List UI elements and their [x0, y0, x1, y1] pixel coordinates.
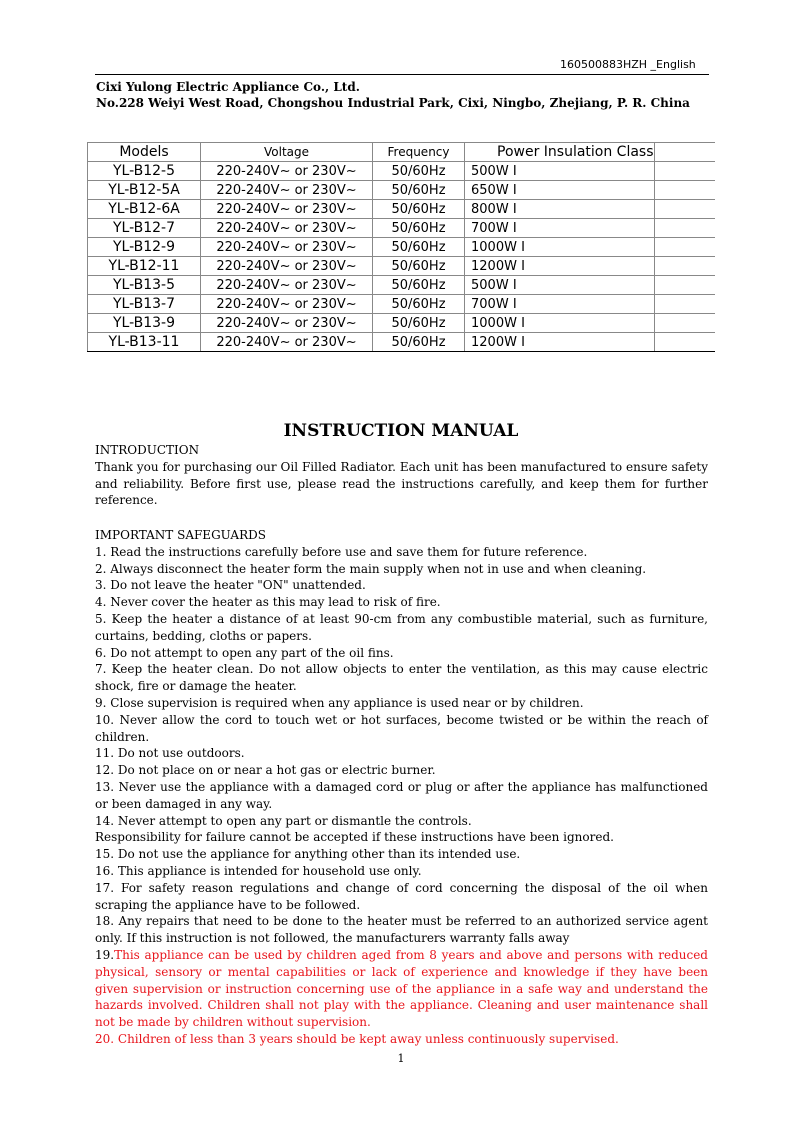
cell-empty — [654, 200, 715, 219]
safeguard-item: Responsibility for failure cannot be accepted if these instructions have been ignored. — [95, 830, 614, 845]
insulation-value: I — [521, 239, 525, 255]
spec-table-row — [88, 257, 716, 276]
header-empty — [654, 143, 715, 162]
cell-power — [465, 257, 655, 276]
frequency-value: 50/60Hz — [391, 277, 446, 293]
cell-power — [465, 162, 655, 181]
insulation-value: I — [512, 277, 517, 293]
cell-empty — [654, 314, 715, 333]
cell-frequency — [373, 181, 465, 200]
cell-voltage — [201, 276, 373, 295]
safeguard-item: 7. Keep the heater clean. Do not allow objects to enter the ventilation, as this may cause electric shock, fire or damage the heater. — [95, 662, 708, 694]
frequency-value: 50/60Hz — [391, 163, 446, 179]
cell-model — [88, 200, 201, 219]
cell-empty — [654, 333, 715, 352]
safeguards-heading: IMPORTANT SAFEGUARDS — [95, 528, 266, 542]
safeguard-item: 1. Read the instructions carefully before use and save them for future reference. — [95, 544, 588, 559]
voltage-value: 220-240V~ or 230V~ — [216, 220, 357, 236]
safeguard-item: 9. Close supervision is required when any appliance is used near or by children. — [95, 695, 584, 710]
cell-model — [88, 276, 201, 295]
voltage-value: 220-240V~ or 230V~ — [216, 277, 357, 293]
cell-voltage — [201, 333, 373, 352]
model-value: YL-B13-7 — [112, 296, 176, 312]
spec-table-row — [88, 276, 716, 295]
cell-frequency — [373, 219, 465, 238]
cell-empty — [654, 181, 715, 200]
model-value: YL-B13-11 — [108, 334, 180, 350]
cell-voltage — [201, 314, 373, 333]
safeguard-item: 12. Do not place on or near a hot gas or electric burner. — [95, 763, 436, 778]
introduction-heading: INTRODUCTION — [95, 443, 200, 457]
spec-table-row — [88, 333, 716, 352]
company-block — [96, 79, 690, 111]
power-value: 500W — [471, 163, 509, 179]
header-frequency: Frequency — [373, 143, 465, 162]
spec-table-row — [88, 200, 716, 219]
frequency-value: 50/60Hz — [391, 182, 446, 198]
cell-voltage — [201, 162, 373, 181]
safeguard-item-19-text: This appliance can be used by children aged from 8 years and above and persons with reduced physical, sensory or mental capabilities or lack of experience and knowledge if they have been given supervision or instruction concerning use of the appliance in a safe way and understand the hazards involved. Children shall not play with the appliance. Cleaning and user maintenance shall not be made by children without supervision. — [95, 947, 708, 1030]
cell-voltage — [201, 257, 373, 276]
frequency-value: 50/60Hz — [391, 334, 446, 350]
safeguard-item: 16. This appliance is intended for household use only. — [95, 863, 422, 878]
cell-voltage — [201, 200, 373, 219]
spec-table-row — [88, 314, 716, 333]
safeguard-item-20: 20. Children of less than 3 years should be kept away unless continuously supervised. — [95, 1031, 619, 1046]
spec-table-row — [88, 295, 716, 314]
frequency-value: 50/60Hz — [391, 296, 446, 312]
introduction-section — [95, 442, 708, 509]
power-value: 650W — [471, 182, 509, 198]
company-address: No.228 Weiyi West Road, Chongshou Industrial Park, Cixi, Ningbo, Zhejiang, P. R. China — [96, 96, 690, 110]
power-value: 1000W — [471, 315, 517, 331]
insulation-value: I — [521, 258, 525, 274]
insulation-value: I — [512, 182, 517, 198]
insulation-value: I — [512, 163, 517, 179]
safeguard-item: 10. Never allow the cord to touch wet or hot surfaces, become twisted or be within the reach of children. — [95, 712, 708, 744]
insulation-value: I — [512, 201, 517, 217]
cell-model — [88, 333, 201, 352]
spec-table-row — [88, 181, 716, 200]
manual-title: INSTRUCTION MANUAL — [283, 421, 519, 441]
voltage-value: 220-240V~ or 230V~ — [216, 296, 357, 312]
cell-empty — [654, 276, 715, 295]
model-value: YL-B12-7 — [112, 220, 176, 236]
cell-power — [465, 238, 655, 257]
cell-empty — [654, 295, 715, 314]
model-value: YL-B12-6A — [108, 201, 180, 217]
spec-table-row — [88, 162, 716, 181]
model-value: YL-B12-5A — [108, 182, 180, 198]
voltage-value: 220-240V~ or 230V~ — [216, 334, 357, 350]
insulation-value: I — [512, 296, 517, 312]
power-value: 700W — [471, 296, 509, 312]
cell-power — [465, 333, 655, 352]
cell-empty — [654, 219, 715, 238]
cell-model — [88, 314, 201, 333]
safeguard-item-19-number: 19. — [95, 947, 115, 962]
header-models: Models — [88, 143, 201, 162]
cell-frequency — [373, 162, 465, 181]
safeguard-item: 11. Do not use outdoors. — [95, 746, 245, 761]
cell-power — [465, 276, 655, 295]
safeguard-item: 14. Never attempt to open any part or dismantle the controls. — [95, 813, 472, 828]
cell-power — [465, 295, 655, 314]
cell-frequency — [373, 257, 465, 276]
safeguard-item: 2. Always disconnect the heater form the main supply when not in use and when cleaning. — [95, 561, 647, 576]
cell-power — [465, 219, 655, 238]
spec-table-row — [88, 219, 716, 238]
frequency-value: 50/60Hz — [391, 220, 446, 236]
cell-model — [88, 181, 201, 200]
power-value: 700W — [471, 220, 509, 236]
spec-table — [87, 142, 715, 352]
frequency-value: 50/60Hz — [391, 201, 446, 217]
safeguard-item: 6. Do not attempt to open any part of the oil fins. — [95, 645, 394, 660]
safeguards-list — [95, 544, 708, 947]
power-value: 1200W — [471, 258, 517, 274]
cell-power — [465, 314, 655, 333]
safeguard-item: 15. Do not use the appliance for anything other than its intended use. — [95, 847, 521, 862]
safeguard-item: 17. For safety reason regulations and change of cord concerning the disposal of the oil when scraping the appliance have to be followed. — [95, 880, 708, 912]
safeguard-item: 5. Keep the heater a distance of at least 90-cm from any combustible material, such as furniture, curtains, bedding, cloths or papers. — [95, 611, 708, 643]
cell-empty — [654, 162, 715, 181]
cell-model — [88, 219, 201, 238]
insulation-value: I — [512, 220, 517, 236]
cell-frequency — [373, 276, 465, 295]
spec-table-header-row — [88, 143, 716, 162]
cell-model — [88, 238, 201, 257]
safeguard-item: 3. Do not leave the heater "ON" unattended. — [95, 578, 366, 593]
introduction-text: Thank you for purchasing our Oil Filled Radiator. Each unit has been manufactured to ensure safety and reliability. Before first use, please read the instructions carefully, and keep them for further reference. — [95, 459, 708, 508]
document-code: 160500883HZH _English — [560, 58, 696, 71]
safeguard-item: 4. Never cover the heater as this may lead to risk of fire. — [95, 595, 441, 610]
safeguard-item: 13. Never use the appliance with a damaged cord or plug or after the appliance has malfunctioned or been damaged in any way. — [95, 779, 708, 811]
page-number: 1 — [397, 1052, 405, 1065]
voltage-value: 220-240V~ or 230V~ — [216, 258, 357, 274]
cell-frequency — [373, 295, 465, 314]
cell-model — [88, 257, 201, 276]
model-value: YL-B12-11 — [108, 258, 180, 274]
spec-table-row — [88, 238, 716, 257]
header-voltage: Voltage — [201, 143, 373, 162]
insulation-value: I — [521, 315, 525, 331]
cell-voltage — [201, 238, 373, 257]
model-value: YL-B12-5 — [112, 163, 176, 179]
cell-voltage — [201, 219, 373, 238]
model-value: YL-B12-9 — [112, 239, 176, 255]
safeguards-section — [95, 527, 708, 1048]
cell-frequency — [373, 314, 465, 333]
cell-empty — [654, 238, 715, 257]
cell-empty — [654, 257, 715, 276]
safeguard-item-19 — [95, 947, 708, 1031]
frequency-value: 50/60Hz — [391, 315, 446, 331]
voltage-value: 220-240V~ or 230V~ — [216, 182, 357, 198]
power-value: 500W — [471, 277, 509, 293]
cell-power — [465, 200, 655, 219]
header-divider — [95, 74, 709, 75]
insulation-value: I — [521, 334, 525, 350]
frequency-value: 50/60Hz — [391, 239, 446, 255]
cell-model — [88, 295, 201, 314]
cell-power — [465, 181, 655, 200]
cell-frequency — [373, 200, 465, 219]
cell-frequency — [373, 238, 465, 257]
frequency-value: 50/60Hz — [391, 258, 446, 274]
voltage-value: 220-240V~ or 230V~ — [216, 315, 357, 331]
power-value: 1200W — [471, 334, 517, 350]
cell-voltage — [201, 181, 373, 200]
voltage-value: 220-240V~ or 230V~ — [216, 239, 357, 255]
power-value: 1000W — [471, 239, 517, 255]
voltage-value: 220-240V~ or 230V~ — [216, 201, 357, 217]
voltage-value: 220-240V~ or 230V~ — [216, 163, 357, 179]
model-value: YL-B13-9 — [112, 315, 176, 331]
cell-frequency — [373, 333, 465, 352]
header-power-insulation: Power Insulation Class — [465, 143, 655, 162]
cell-model — [88, 162, 201, 181]
model-value: YL-B13-5 — [112, 277, 176, 293]
safeguard-item: 18. Any repairs that need to be done to the heater must be referred to an authorized service agent only. If this instruction is not followed, the manufacturers warranty falls away — [95, 914, 708, 946]
power-value: 800W — [471, 201, 509, 217]
company-name: Cixi Yulong Electric Appliance Co., Ltd. — [96, 80, 360, 94]
cell-voltage — [201, 295, 373, 314]
